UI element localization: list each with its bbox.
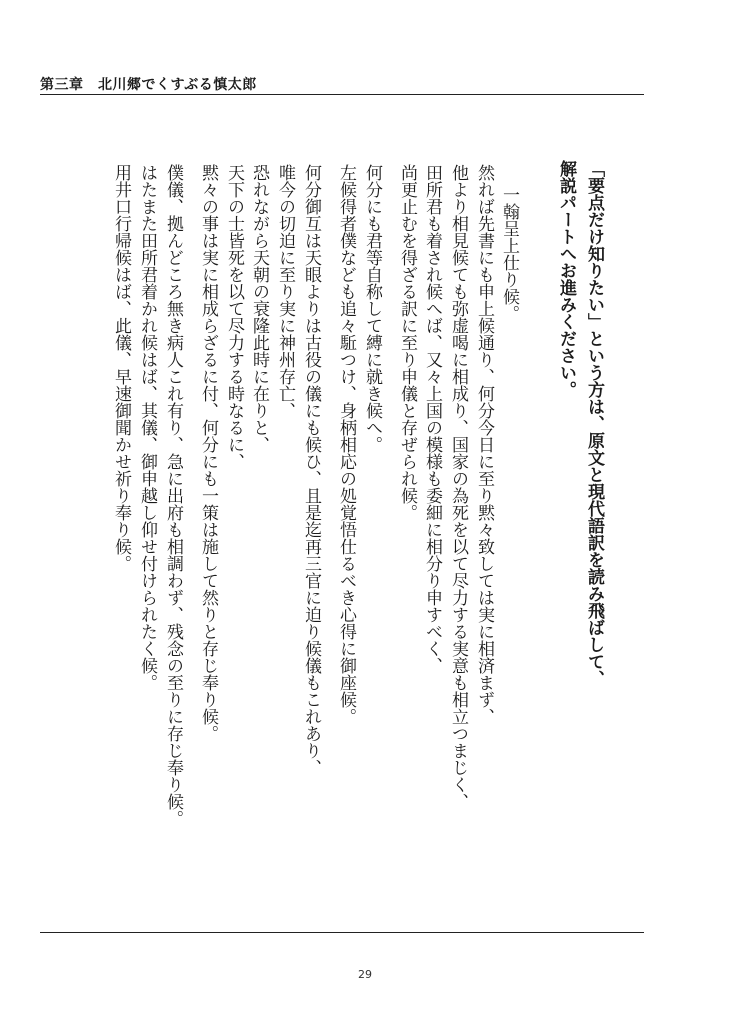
page-number: 29 — [358, 968, 372, 981]
header-divider — [40, 94, 644, 95]
letter-line-11: 天下の士皆死を以て尽力する時なるに、 — [224, 164, 244, 470]
letter-line-6: 何分にも君等自称して縛に就き候へ。 — [362, 164, 382, 453]
letter-line-14: はたまた田所君着かれ候はば、其儀、御申越し仰せ付けられたく候。 — [137, 164, 157, 691]
letter-line-3: 他より相見候ても弥虚喝に相成り、国家の為死を以て尽力する実意も相立つまじく、 — [448, 164, 468, 810]
footer-divider — [40, 932, 644, 933]
letter-line-2: 然れば先書にも申上候通り、何分今日に至り黙々致しては実に相済まず、 — [474, 164, 494, 725]
letter-line-10: 恐れながら天朝の衰隆此時に在りと、 — [249, 164, 269, 453]
letter-line-5: 尚更止むを得ざる訳に至り申儀と存ぜられ候。 — [397, 164, 417, 521]
guide-note-line-2: 解説パートへお進みください。 — [556, 160, 576, 398]
letter-line-12: 黙々の事は実に相成らざるに付、何分にも一策は施して然りと存じ奉り候。 — [198, 164, 218, 742]
letter-line-7: 左候得者僕なども追々駈つけ、身柄相応の処覚悟仕るべき心得に御座候。 — [336, 164, 356, 725]
guide-note-line-1: 「要点だけ知りたい」という方は、原文と現代語訳を読み飛ばして、 — [584, 160, 604, 687]
letter-line-4: 田所君も着され候へば、又々上国の模様も委細に相分り申すべく、 — [422, 164, 442, 674]
letter-line-15: 用井口行帰候はば、此儀、早速御聞かせ祈り奉り候。 — [111, 164, 131, 572]
letter-line-8: 何分御互は天眼よりは古役の儀にも候ひ、且是迄再三官に迫り候儀もこれあり、 — [301, 164, 321, 776]
running-header: 第三章 北川郷でくすぶる慎太郎 — [40, 77, 257, 93]
letter-line-1: 一翰呈上仕り候。 — [499, 186, 519, 322]
letter-line-13: 僕儀、拠んどころ無き病人これ有り、急に出府も相調わず、残念の至りに存じ奉り候。 — [163, 164, 183, 827]
letter-line-9: 唯今の切迫に至り実に神州存亡、 — [275, 164, 295, 419]
